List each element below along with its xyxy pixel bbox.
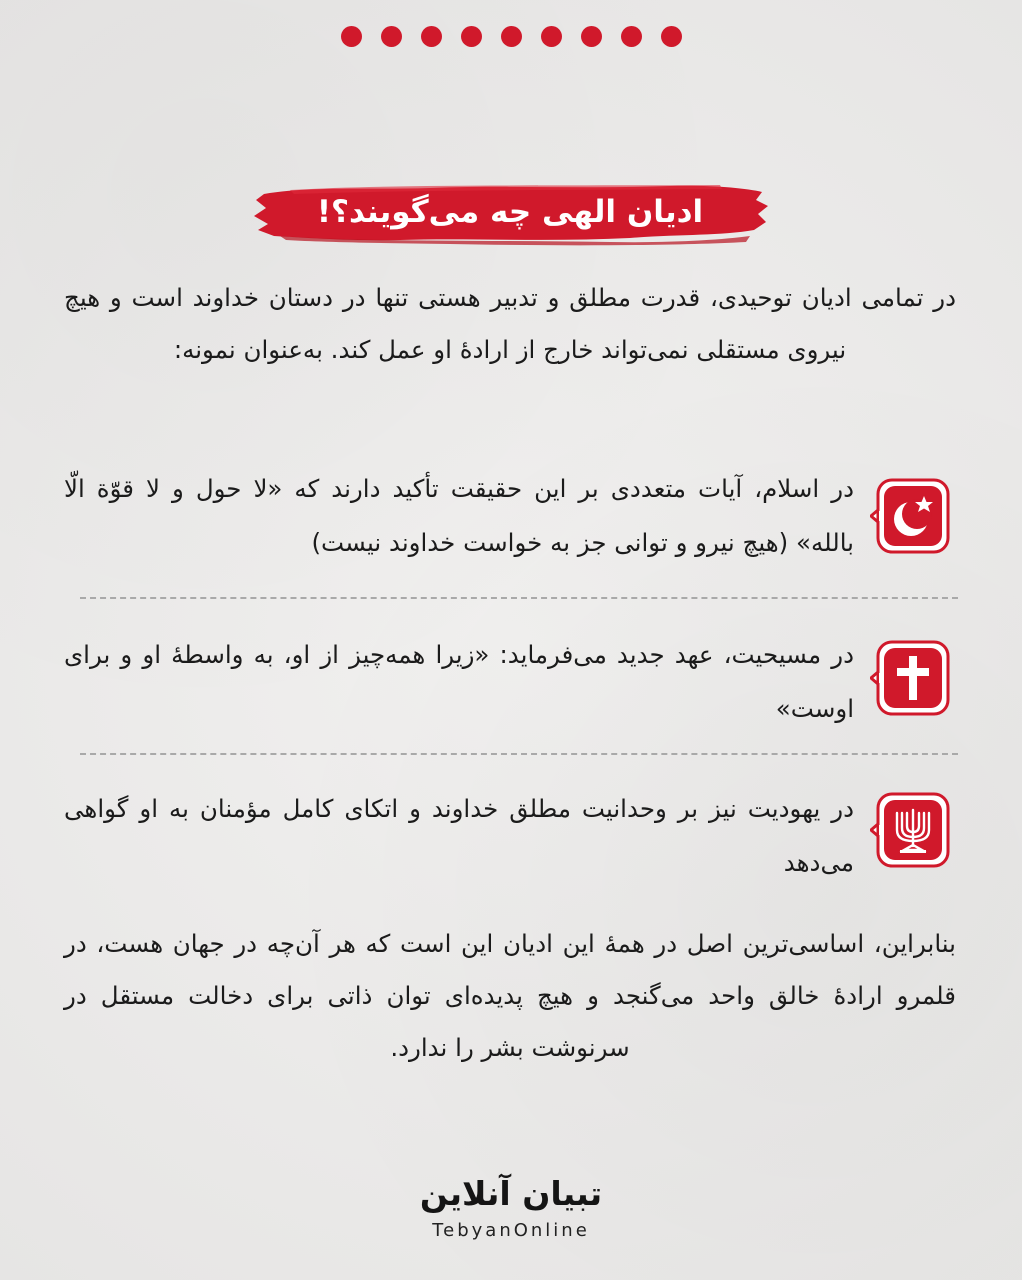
page-title: ادیان الهی چه می‌گویند؟! <box>316 194 704 230</box>
crescent-star-icon <box>870 474 956 560</box>
cross-icon <box>870 636 956 722</box>
list-item-judaism <box>64 778 956 898</box>
decorative-dots <box>0 26 1022 47</box>
dot <box>661 26 682 47</box>
menorah-icon <box>870 788 956 874</box>
logo-persian-text: تبیان آنلاین <box>419 1174 603 1213</box>
dot <box>461 26 482 47</box>
intro-paragraph: در تمامی ادیان توحیدی، قدرت مطلق و تدبیر هستی تنها در دستان خداوند است و هیچ نیروی مستقلی نمی‌تواند خارج از ارادهٔ او عمل کند. به‌عنوان نمونه: <box>64 283 956 364</box>
islam-text: در اسلام، آیات متعددی بر این حقیقت تأکید دارند که «لا حول و لا قوّة الّا بالله» (هیچ نیرو و توانی جز به خواست خداوند نیست) <box>64 474 854 557</box>
dot <box>621 26 642 47</box>
logo-english-text: TebyanOnline <box>432 1220 590 1241</box>
dashed-divider <box>80 597 958 599</box>
conclusion-paragraph: بنابراین، اساسی‌ترین اصل در همهٔ این ادیان این است که هر آن‌چه در جهان هست، در قلمرو ارادهٔ خالق واحد می‌گنجد و هیچ پدیده‌ای توان ذاتی برای دخالت مستقل در سرنوشت بشر را ندارد. <box>64 929 956 1062</box>
dot <box>341 26 362 47</box>
dot <box>501 26 522 47</box>
dot <box>381 26 402 47</box>
list-item-christianity <box>64 622 956 742</box>
dot <box>421 26 442 47</box>
tebyan-logo <box>411 1172 611 1256</box>
judaism-text: در یهودیت نیز بر وحدانیت مطلق خداوند و اتکای کامل مؤمنان به او گواهی می‌دهد <box>64 794 854 877</box>
dashed-divider <box>80 753 958 755</box>
christianity-text: در مسیحیت، عهد جدید می‌فرماید: «زیرا همه‌چیز از او، به واسطهٔ او و برای اوست» <box>64 640 854 723</box>
dot <box>581 26 602 47</box>
dot <box>541 26 562 47</box>
list-item-islam <box>64 462 956 582</box>
title-banner <box>250 180 770 248</box>
